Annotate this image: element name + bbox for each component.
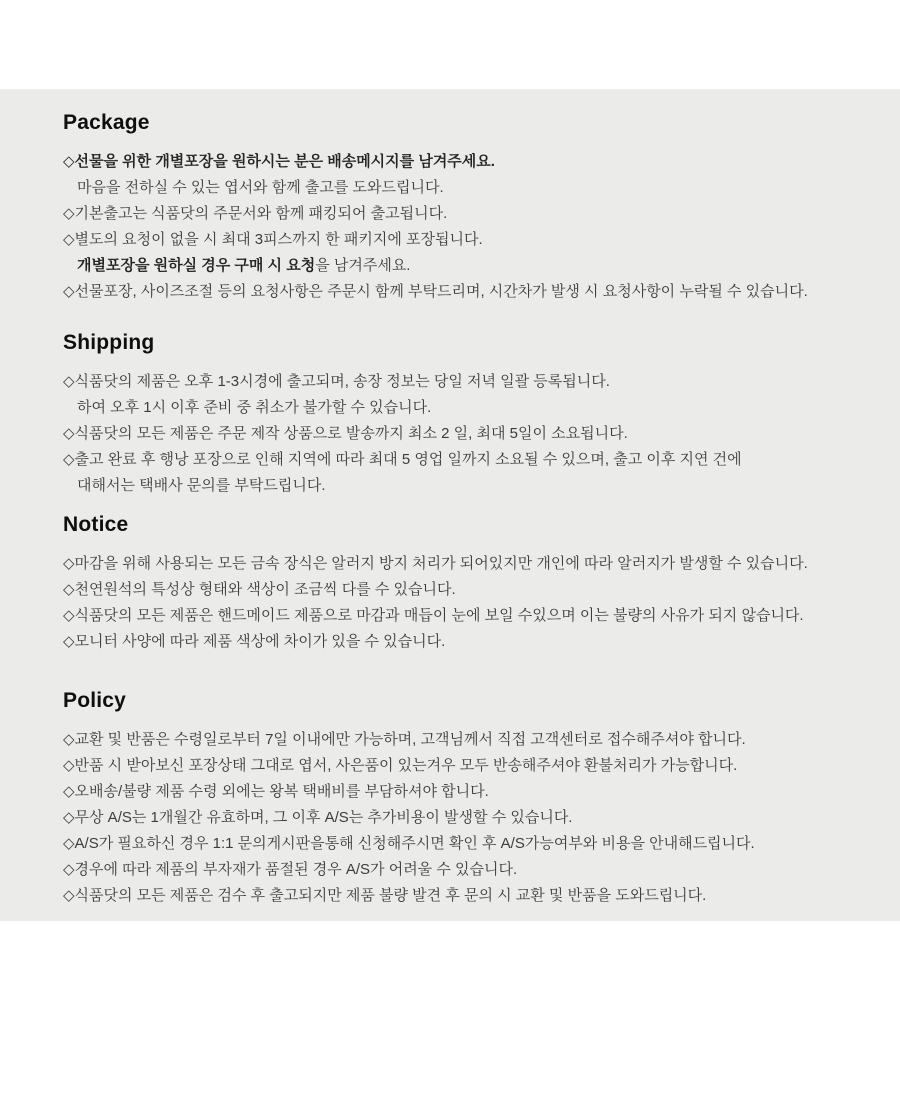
text-segment: ◇무상 A/S는 1개월간 유효하며, 그 이후 A/S는 추가비용이 발생할 수 있습니다. <box>63 809 573 826</box>
section-shipping <box>63 331 858 499</box>
text-segment: ◇모니터 사양에 따라 제품 색상에 차이가 있을 수 있습니다. <box>63 633 446 650</box>
bullet-line <box>63 727 858 753</box>
text-segment: ◇식품닷의 모든 제품은 핸드메이드 제품으로 마감과 매듭이 눈에 보일 수있으며 이는 불량의 사유가 되지 않습니다. <box>63 607 804 624</box>
info-panel <box>0 89 900 921</box>
text-segment: ◇반품 시 받아보신 포장상태 그대로 엽서, 사은품이 있는겨우 모두 반송해주셔야 환불처리가 가능합니다. <box>63 757 738 774</box>
text-segment: ◇교환 및 반품은 수령일로부터 7일 이내에만 가능하며, 고객님께서 직접 고객센터로 접수해주셔야 합니다. <box>63 731 746 748</box>
continuation-line <box>63 395 858 421</box>
text-segment: ◇선물포장, 사이즈조절 등의 요청사항은 주문시 함께 부탁드리며, 시간차가 발생 시 요청사항이 누락될 수 있습니다. <box>63 283 808 300</box>
text-segment: 을 남겨주세요. <box>315 257 411 274</box>
section-title-notice: Notice <box>63 513 129 536</box>
bullet-line <box>63 447 858 473</box>
text-segment: ◇기본출고는 식품닷의 주문서와 함께 패킹되어 출고됩니다. <box>63 205 448 222</box>
continuation-line <box>63 253 858 279</box>
bullet-line <box>63 857 858 883</box>
continuation-line <box>63 175 858 201</box>
bullet-line <box>63 805 858 831</box>
section-package <box>63 111 858 305</box>
section-notice <box>63 513 858 655</box>
section-title-package: Package <box>63 111 150 134</box>
text-segment: ◇식품닷의 제품은 오후 1-3시경에 출고되며, 송장 정보는 당일 저녁 일괄 등록됩니다. <box>63 373 610 390</box>
section-title-policy: Policy <box>63 689 127 712</box>
continuation-line <box>63 473 858 499</box>
text-segment: ◇식품닷의 모든 제품은 주문 제작 상품으로 발송까지 최소 2 일, 최대 5일이 소요됩니다. <box>63 425 628 442</box>
bullet-line <box>63 551 858 577</box>
text-segment: ◇오배송/불량 제품 수령 외에는 왕복 택배비를 부담하셔야 합니다. <box>63 783 489 800</box>
text-segment: ◇천연원석의 특성상 형태와 색상이 조금씩 다를 수 있습니다. <box>63 581 456 598</box>
bullet-line <box>63 369 858 395</box>
bullet-line <box>63 883 858 909</box>
text-segment: ◇경우에 따라 제품의 부자재가 품절된 경우 A/S가 어려울 수 있습니다. <box>63 861 518 878</box>
bullet-line <box>63 753 858 779</box>
text-segment: ◇출고 완료 후 행낭 포장으로 인해 지역에 따라 최대 5 영업 일까지 소요될 수 있으며, 출고 이후 지연 건에 <box>63 451 742 468</box>
section-title-shipping: Shipping <box>63 331 155 354</box>
text-segment: ◇마감을 위해 사용되는 모든 금속 장식은 알러지 방지 처리가 되어있지만 개인에 따라 알러지가 발생할 수 있습니다. <box>63 555 808 572</box>
text-segment: 개별포장을 원하실 경우 구매 시 요청 <box>77 257 316 274</box>
bullet-line <box>63 831 858 857</box>
bullet-line <box>63 603 858 629</box>
bullet-line <box>63 779 858 805</box>
text-segment: ◇별도의 요청이 없을 시 최대 3피스까지 한 패키지에 포장됩니다. <box>63 231 483 248</box>
bullet-line <box>63 227 858 253</box>
text-segment: 하여 오후 1시 이후 준비 중 취소가 불가할 수 있습니다. <box>77 399 432 416</box>
text-segment: 마음을 전하실 수 있는 엽서와 함께 출고를 도와드립니다. <box>77 179 444 196</box>
text-segment: ◇식품닷의 모든 제품은 검수 후 출고되지만 제품 불량 발견 후 문의 시 교환 및 반품을 도와드립니다. <box>63 887 707 904</box>
bullet-line <box>63 421 858 447</box>
bullet-line <box>63 149 858 175</box>
section-policy <box>63 689 858 909</box>
text-segment: ◇선물을 위한 개별포장을 원하시는 분은 배송메시지를 남겨주세요. <box>63 153 495 170</box>
text-segment: 대해서는 택배사 문의를 부탁드립니다. <box>77 477 326 494</box>
bullet-line <box>63 279 858 305</box>
bullet-line <box>63 629 858 655</box>
bullet-line <box>63 577 858 603</box>
text-segment: ◇A/S가 필요하신 경우 1:1 문의게시판을통해 신청해주시면 확인 후 A/S가능여부와 비용을 안내해드립니다. <box>63 835 755 852</box>
bullet-line <box>63 201 858 227</box>
